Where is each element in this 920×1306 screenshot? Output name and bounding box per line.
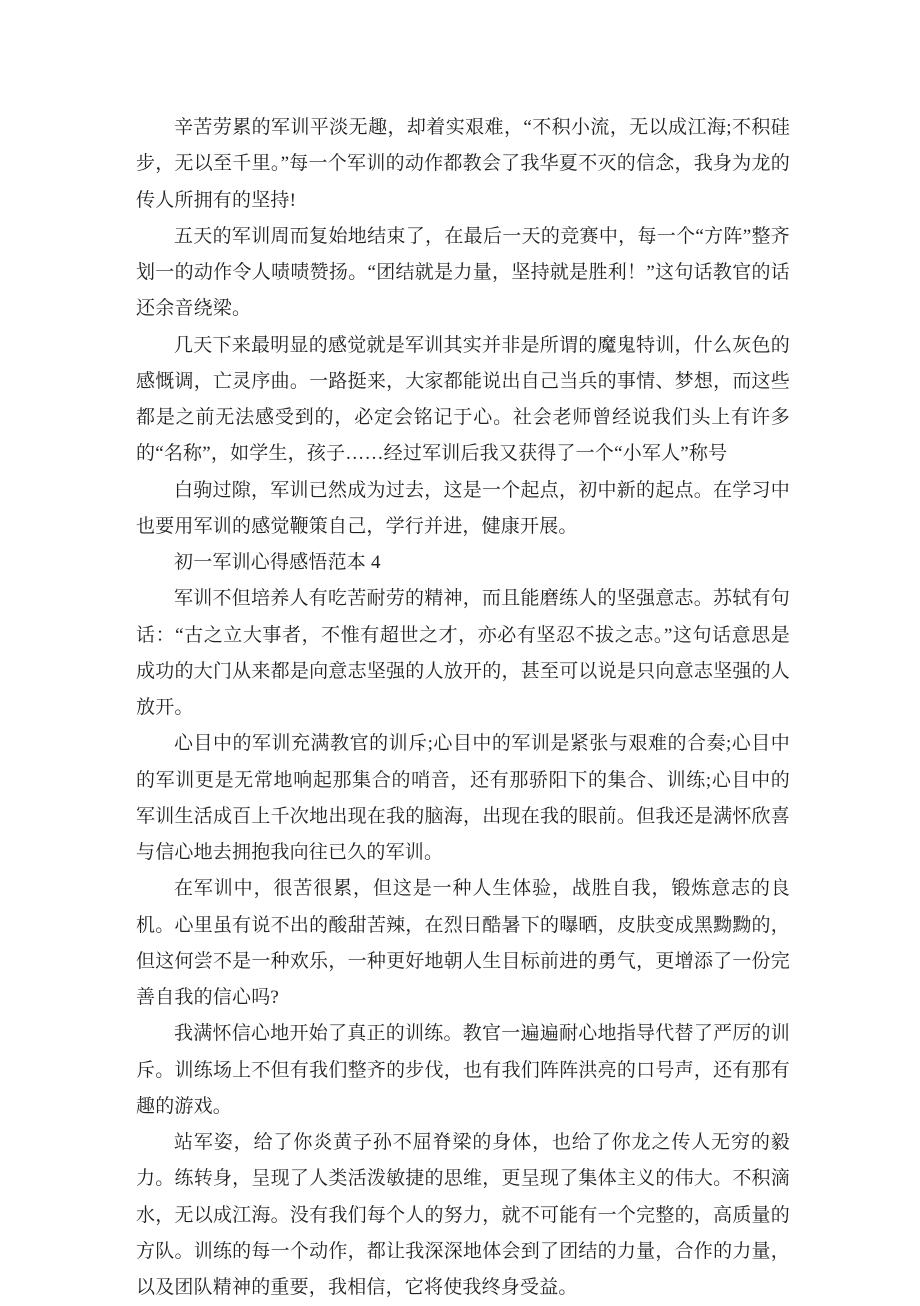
paragraph: 白驹过隙，军训已然成为过去，这是一个起点，初中新的起点。在学习中也要用军训的感觉鞭策自己，学行并进，健康开展。 <box>136 479 790 537</box>
paragraph: 心目中的军训充满教官的训斥;心目中的军训是紧张与艰难的合奏;心目中的军训更是无常地响起那集合的哨音，还有那骄阳下的集合、训练;心目中的军训生活成百上千次地出现在我的脑海，出现在我的眼前。但我还是满怀欣喜与信心地去拥抱我向往已久的军训。 <box>136 733 790 863</box>
paragraph: 辛苦劳累的军训平淡无趣，却着实艰难，“不积小流，无以成江海;不积硅步，无以至千里。”每一个军训的动作都教会了我华夏不灭的信念，我身为龙的传人所拥有的坚持! <box>136 117 790 211</box>
paragraph: 我满怀信心地开始了真正的训练。教官一遍遍耐心地指导代替了严厉的训斥。训练场上不但有我们整齐的步伐，也有我们阵阵洪亮的口号声，还有那有趣的游戏。 <box>136 1023 790 1117</box>
document-body <box>136 110 790 1306</box>
paragraph: 五天的军训周而复始地结束了，在最后一天的竞赛中，每一个“方阵”整齐划一的动作令人啧啧赞扬。“团结就是力量，坚持就是胜利！”这句话教官的话还余音绕梁。 <box>136 225 790 320</box>
paragraph: 军训不但培养人有吃苦耐劳的精神，而且能磨练人的坚强意志。苏轼有句话：“古之立大事者，不惟有超世之才，亦必有坚忍不拔之志。”这句话意思是成功的大门从来都是向意志坚强的人放开的，甚至可以说是只向意志坚强的人放开。 <box>136 588 790 718</box>
paragraph: 站军姿，给了你炎黄子孙不屈脊梁的身体，也给了你龙之传人无穷的毅力。练转身，呈现了人类活泼敏捷的思维，更呈现了集体主义的伟大。不积滴水，无以成江海。没有我们每个人的努力，就不可能有一个完整的，高质量的方队。训练的每一个动作，都让我深深地体会到了团结的力量，合作的力量，以及团队精神的重要，我相信，它将使我终身受益。 <box>136 1132 790 1298</box>
section-heading: 初一军训心得感悟范本 4 <box>174 552 381 573</box>
paragraph: 在军训中，很苦很累，但这是一种人生体验，战胜自我，锻炼意志的良机。心里虽有说不出的酸甜苦辣，在烈日酷暑下的曝晒，皮肤变成黑黝黝的，但这何尝不是一种欢乐，一种更好地朝人生目标前进的勇气，更增添了一份完善自我的信心吗? <box>136 878 790 1008</box>
paragraph: 几天下来最明显的感觉就是军训其实并非是所谓的魔鬼特训，什么灰色的感慨调，亡灵序曲。一路挺来，大家都能说出自己当兵的事情、梦想，而这些都是之前无法感受到的，必定会铭记于心。社会老师曾经说我们头上有许多的“名称”，如学生，孩子……经过军训后我又获得了一个“小军人”称号 <box>136 334 790 465</box>
